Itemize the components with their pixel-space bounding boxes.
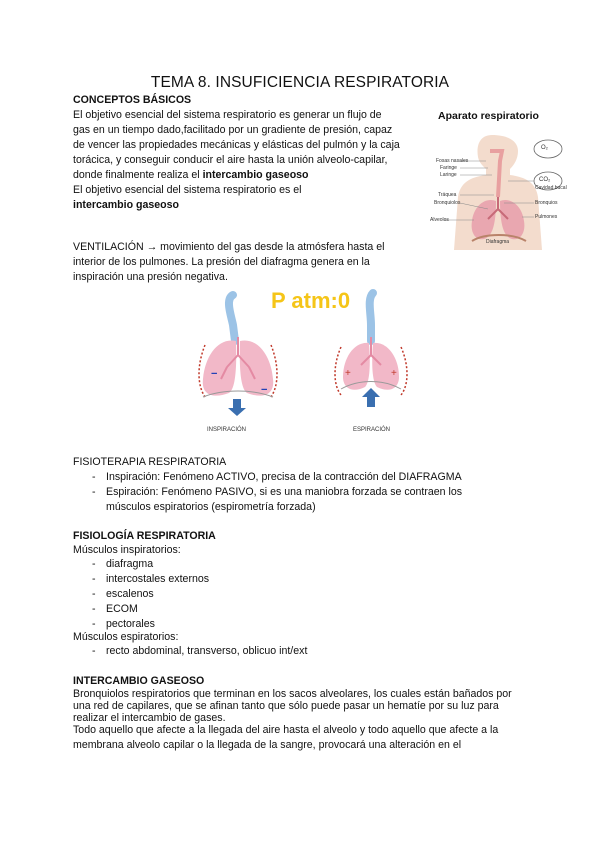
label-laringe: Laringe: [440, 172, 457, 178]
list-item: - escalenos: [73, 587, 373, 602]
figure-aparato-respiratorio: [430, 105, 570, 255]
label-faringe: Faringe: [440, 165, 457, 171]
musculos-inspiratorios-list: [73, 557, 373, 632]
label-diafragma: Diafragma: [486, 239, 510, 245]
fisiologia-heading: FISIOLOGÍA RESPIRATORIA: [73, 530, 216, 542]
intercambio-heading: INTERCAMBIO GASEOSO: [73, 675, 205, 687]
list-item: - Inspiración: Fenómeno ACTIVO, precisa de la contracción del DIAFRAGMA: [73, 470, 503, 485]
label-traquea: Tráquea: [438, 192, 457, 198]
list-item: - pectorales: [73, 617, 373, 632]
musculos-inspiratorios-label: Músculos inspiratorios:: [73, 544, 181, 556]
figure-ventilacion: [195, 285, 415, 440]
label-alveolos: Alveolos: [430, 217, 449, 223]
figure-aparato-title: Aparato respiratorio: [438, 110, 539, 122]
page-title: TEMA 8. INSUFICIENCIA RESPIRATORIA: [150, 74, 450, 91]
conceptos-paragraph-1: [73, 108, 401, 183]
fisioterapia-list: [73, 470, 503, 515]
musculos-espiratorios-list: [73, 644, 403, 659]
co2-label: CO₂: [539, 177, 551, 183]
section-heading-conceptos: CONCEPTOS BÁSICOS: [73, 94, 192, 106]
list-item: - intercostales externos: [73, 572, 373, 587]
patm-label: P atm:0: [271, 288, 351, 313]
minus-sign-right: −: [261, 384, 268, 396]
conceptos-p1-bold: intercambio gaseoso: [202, 169, 309, 181]
label-bronquiolos: Bronquiolos: [434, 200, 461, 206]
plus-sign-left: +: [345, 368, 351, 379]
label-inspiracion: INSPIRACIÓN: [207, 427, 247, 433]
intercambio-paragraph-1: Bronquiolos respiratorios que terminan en los sacos alveolares, los cuales están bañados por una red de capilares, que se afinan tanto que sólo puede pasar un hematíe por su luz para realizar el intercambio de gases.: [73, 688, 512, 724]
fisioterapia-heading: FISIOTERAPIA RESPIRATORIA: [73, 456, 227, 468]
ventilacion-paragraph: VENTILACIÓN → movimiento del gas desde la atmósfera hasta el interior de los pulmones. La presión del diafragma genera en la inspiración una presión negativa.: [73, 241, 385, 283]
label-fosas-nasales: Fosas nasales: [436, 158, 469, 164]
plus-sign-right: +: [391, 368, 397, 379]
list-item: - ECOM: [73, 602, 373, 617]
label-espiracion: ESPIRACIÓN: [353, 427, 391, 433]
list-item: - diafragma: [73, 557, 373, 572]
list-item: - recto abdominal, transverso, oblicuo int/ext: [73, 644, 403, 659]
intercambio-paragraph-2: Todo aquello que afecte a la llegada del aire hasta el alveolo y todo aquello que afecte a la membrana alveolo capilar o la llegada de la sangre, provocará una alteración en el: [73, 724, 499, 751]
conceptos-p2-text: El objetivo esencial del sistema respiratorio es el: [73, 184, 302, 196]
label-pulmones: Pulmones: [535, 214, 558, 220]
minus-sign-left: −: [211, 368, 218, 380]
label-cavidad-bucal: Cavidad bucal: [535, 185, 567, 191]
list-item: - Espiración: Fenómeno PASIVO, si es una maniobra forzada se contraen los músculos espiratorios (espirometría forzada): [73, 485, 503, 515]
musculos-espiratorios-label: Músculos espiratorios:: [73, 631, 179, 643]
conceptos-paragraph-2: [73, 183, 363, 213]
o2-label: O₂: [541, 145, 548, 151]
label-bronquios: Bronquios: [535, 200, 558, 206]
conceptos-p2-bold: intercambio gaseoso: [73, 199, 179, 211]
conceptos-p1-text: El objetivo esencial del sistema respiratorio es generar un flujo de gas en un tiempo dado,facilitado por un gradiente de presión, capaz de vencer las propiedades mecánicas y elásticas del pulmón y la caja torácica, y conseguir conducir el aire hasta la unión alveolo-capilar, donde finalmente realiza el: [73, 109, 400, 181]
